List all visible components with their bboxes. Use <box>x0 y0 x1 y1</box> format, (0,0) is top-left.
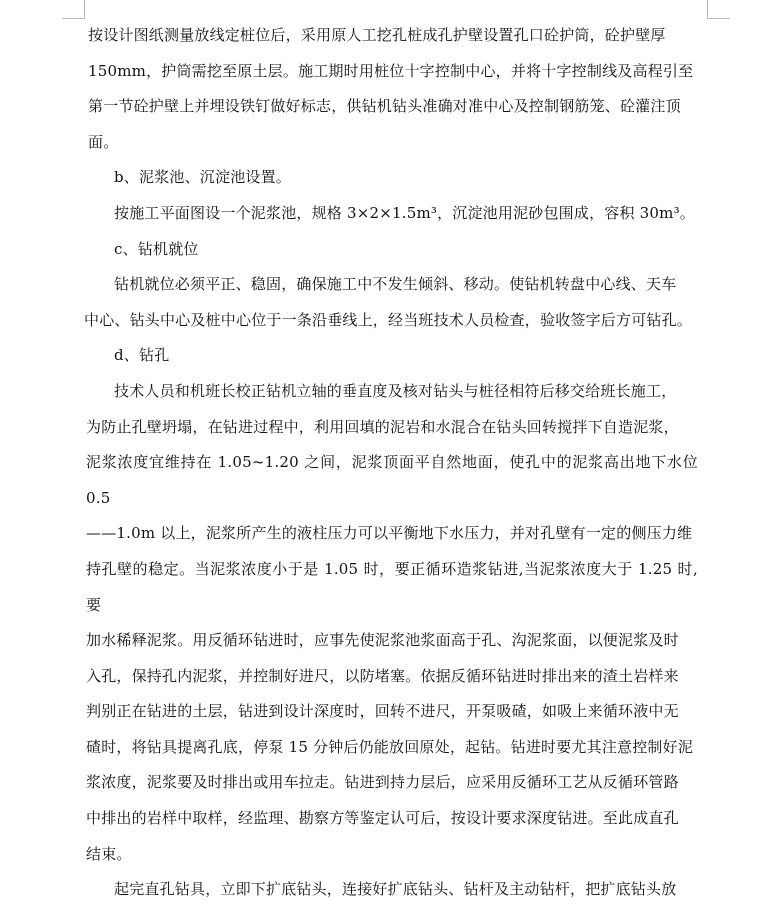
text-line: ——1.0m 以上，泥浆所产生的液柱压力可以平衡地下水压力，并对孔壁有一定的侧压力维 <box>86 524 693 543</box>
heading-text: c、钻机就位 <box>114 239 199 258</box>
text-line: 起完直孔钻具，立即下扩底钻头，连接好扩底钻头、钻杆及主动钻杆，把扩底钻头放 <box>114 880 677 899</box>
crop-mark-top-left <box>62 0 85 19</box>
paragraph-rig-positioning <box>86 267 698 338</box>
document-body <box>86 18 698 908</box>
text-line: 碴时，将钻具提离孔底，停泵 15 分钟后仍能放回原处，起钻。钻进时要尤其注意控制好泥 <box>86 737 694 756</box>
text-line: 持孔壁的稳定。当泥浆浓度小于是 1.05 时，要正循环造浆钻进,当泥浆浓度大于 1.25 时,要 <box>86 559 698 614</box>
text-line: 150mm，护筒需挖至原土层。施工期时用桩位十字控制中心，并将十字控制线及高程引至 <box>88 61 694 80</box>
heading-text: d、钻孔 <box>114 346 170 365</box>
paragraph-mud-pit <box>86 196 698 232</box>
text-line: 加水稀释泥浆。用反循环钻进时，应事先使泥浆池浆面高于孔、沟泥浆面，以便泥浆及时 <box>86 631 679 650</box>
section-heading-d <box>86 338 698 374</box>
section-heading-b <box>86 160 698 196</box>
crop-mark-top-right <box>707 0 730 19</box>
text-line: 中心、钻头中心及桩中心位于一条沿垂线上，经当班技术人员检查，验收签字后方可钻孔。 <box>84 310 693 329</box>
text-line: 浆浓度，泥浆要及时排出或用车拉走。钻进到持力层后，应采用反循环工艺从反循环管路 <box>86 773 679 792</box>
paragraph-underreaming <box>86 872 698 908</box>
text-line: 面。 <box>88 132 119 151</box>
text-line: 为防止孔壁坍塌，在钻进过程中，利用回填的泥岩和水混合在钻头回转搅拌下自造泥浆， <box>86 417 679 436</box>
text-line: 判别正在钻进的土层，钻进到设计深度时，回转不进尺，开泵吸碴，如吸上来循环液中无 <box>86 702 679 721</box>
text-line: 中排出的岩样中取样，经监理、勘察方等鉴定认可后，按设计要求深度钻进。至此成直孔 <box>86 809 679 828</box>
text-line: 第一节砼护壁上并埋设铁钉做好标志，供钻机钻头准确对准中心及控制钢筋笼、砼灌注顶 <box>88 97 681 116</box>
paragraph-pile-positioning <box>86 18 698 160</box>
paragraph-drilling <box>86 374 698 872</box>
text-line: 钻机就位必须平正、稳固，确保施工中不发生倾斜、移动。使钻机转盘中心线、天车 <box>114 275 677 294</box>
text-line: 按设计图纸测量放线定桩位后，采用原人工挖孔桩成孔护壁设置孔口砼护筒，砼护壁厚 <box>88 26 666 44</box>
text-line: 泥浆浓度宜维持在 1.05~1.20 之间，泥浆顶面平自然地面，使孔中的泥浆高出地下水位 0.5 <box>86 453 698 507</box>
text-line: 入孔，保持孔内泥浆，并控制好进尺，以防堵塞。依据反循环钻进时排出来的渣土岩样来 <box>86 666 679 685</box>
text-line: 按施工平面图设一个泥浆池，规格 3×2×1.5m³，沉淀池用泥砂包围成，容积 30m³。 <box>114 203 695 222</box>
section-heading-c <box>86 232 698 268</box>
text-line: 结束。 <box>86 844 132 863</box>
text-line: 技术人员和机班长校正钻机立轴的垂直度及核对钻头与桩径相符后移交给班长施工， <box>114 381 677 400</box>
heading-text: b、泥浆池、沉淀池设置。 <box>114 168 292 187</box>
